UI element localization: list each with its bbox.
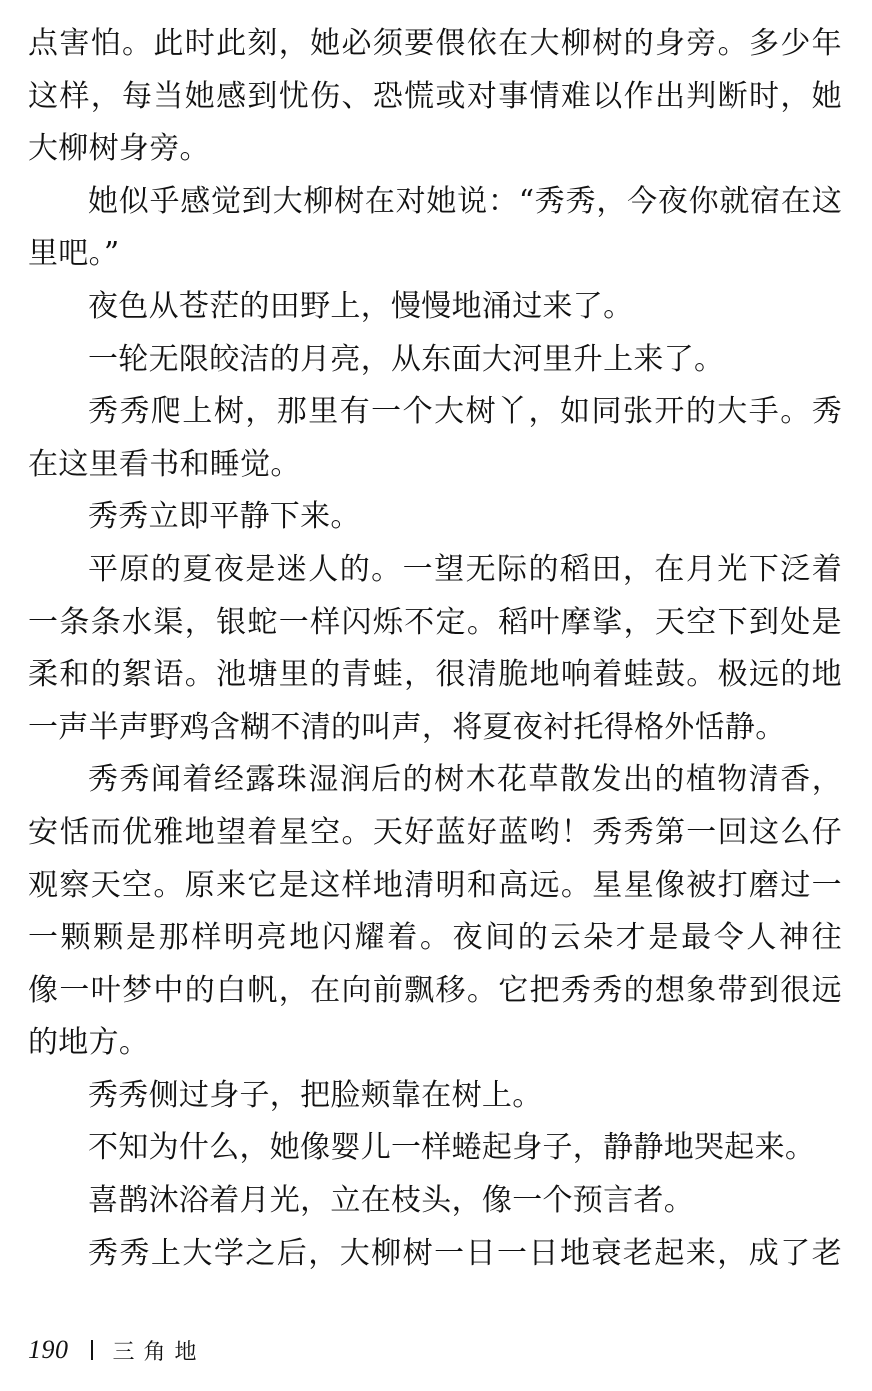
page-body-text <box>28 18 842 1280</box>
page-footer <box>28 1330 206 1370</box>
text-line: 不知为什么，她像婴儿一样蜷起身子，静静地哭起来。 <box>88 1130 816 1166</box>
text-line: 夜色从苍茫的田野上，慢慢地涌过来了。 <box>88 288 634 324</box>
paragraph-8 <box>28 754 842 1070</box>
text-line: 一条条水渠，银蛇一样闪烁不定。稻叶摩挲，天空下到处是 <box>28 604 842 640</box>
text-line: 秀秀爬上树，那里有一个大树丫，如同张开的大手。秀 <box>88 394 842 430</box>
paragraph-2 <box>28 176 842 281</box>
text-line: 秀秀上大学之后，大柳树一日一日地衰老起来，成了老 <box>88 1235 842 1271</box>
text-line: 柔和的絮语。池塘里的青蛙，很清脆地响着蛙鼓。极远的地 <box>28 657 842 693</box>
paragraph-6 <box>28 491 842 544</box>
paragraph-9 <box>28 1070 842 1123</box>
text-line: 的地方。 <box>28 1025 150 1061</box>
text-line: 安恬而优雅地望着星空。天好蓝好蓝哟！秀秀第一回这么仔 <box>28 814 842 850</box>
page-number: 190 <box>28 1335 69 1364</box>
paragraph-11 <box>28 1175 842 1228</box>
text-line: 平原的夏夜是迷人的。一望无际的稻田，在月光下泛着 <box>88 551 842 587</box>
text-line: 秀秀侧过身子，把脸颊靠在树上。 <box>88 1077 543 1113</box>
footer-divider <box>91 1340 93 1360</box>
paragraph-5 <box>28 386 842 491</box>
text-line: 在这里看书和睡觉。 <box>28 446 301 482</box>
text-line: 一颗颗是那样明亮地闪耀着。夜间的云朵才是最令人神往 <box>28 920 842 956</box>
text-line: 点害怕。此时此刻，她必须要偎依在大柳树的身旁。多少年 <box>28 26 842 61</box>
paragraph-4 <box>28 334 842 387</box>
paragraph-1 <box>28 18 842 176</box>
text-line: 秀秀立即平静下来。 <box>88 499 361 535</box>
text-line: 喜鹊沐浴着月光，立在枝头，像一个预言者。 <box>88 1183 694 1219</box>
text-line: 这样，每当她感到忧伤、恐慌或对事情难以作出判断时，她 <box>28 78 842 114</box>
text-line: 她似乎感觉到大柳树在对她说：“秀秀，今夜你就宿在这 <box>88 183 842 219</box>
text-line: 观察天空。原来它是这样地清明和高远。星星像被打磨过一 <box>28 867 842 903</box>
text-line: 像一叶梦中的白帆，在向前飘移。它把秀秀的想象带到很远 <box>28 972 842 1008</box>
paragraph-3 <box>28 281 842 334</box>
paragraph-7 <box>28 544 842 754</box>
text-line: 秀秀闻着经露珠湿润后的树木花草散发出的植物清香， <box>88 762 842 798</box>
text-line: 里吧。” <box>28 236 120 272</box>
paragraph-10 <box>28 1122 842 1175</box>
text-line: 一轮无限皎洁的月亮，从东面大河里升上来了。 <box>88 341 725 377</box>
running-title: 三角地 <box>112 1339 206 1365</box>
text-line: 一声半声野鸡含糊不清的叫声，将夏夜衬托得格外恬静。 <box>28 709 786 745</box>
text-line: 大柳树身旁。 <box>28 131 210 167</box>
paragraph-12 <box>28 1228 842 1281</box>
